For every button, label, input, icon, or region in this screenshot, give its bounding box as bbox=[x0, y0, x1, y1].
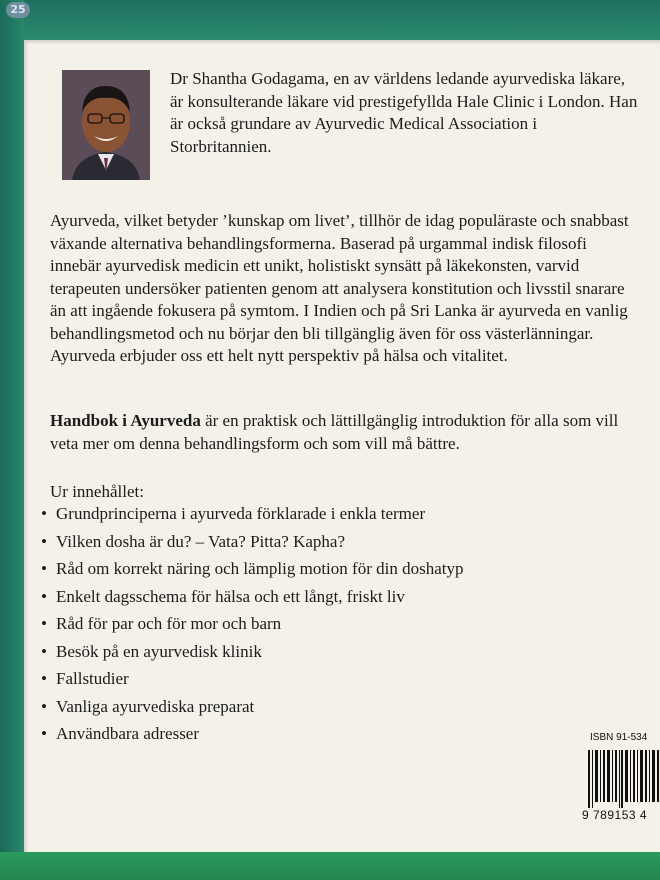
list-item bbox=[32, 693, 463, 721]
bullet-icon: • bbox=[41, 614, 47, 633]
handbook-paragraph bbox=[50, 410, 640, 455]
cover-background-top bbox=[0, 0, 660, 40]
list-item bbox=[32, 720, 463, 748]
list-item-text: Råd om korrekt näring och lämplig motion för din doshatyp bbox=[56, 559, 464, 578]
isbn-label: ISBN 91-534 bbox=[590, 732, 648, 743]
list-item bbox=[32, 610, 463, 638]
bullet-icon: • bbox=[41, 504, 47, 523]
handbook-description: är en praktisk och lättillgänglig introduktion för alla som vill veta mer om denna behandlingsform och som vill må bättre. bbox=[50, 411, 619, 453]
list-item bbox=[32, 638, 463, 666]
corner-number-badge: 25 bbox=[6, 2, 30, 18]
cover-background-bottom bbox=[0, 852, 660, 880]
handbook-title: Handbok i Ayurveda bbox=[50, 411, 201, 430]
bullet-icon: • bbox=[41, 724, 47, 743]
author-portrait-icon bbox=[62, 70, 150, 180]
list-item-text: Grundprinciperna i ayurveda förklarade i enkla termer bbox=[56, 504, 426, 523]
bullet-icon: • bbox=[41, 696, 47, 716]
bullet-icon: • bbox=[41, 559, 47, 578]
author-portrait bbox=[62, 70, 150, 180]
cover-background-left bbox=[0, 0, 24, 880]
barcode-icon bbox=[588, 750, 660, 808]
barcode-digits: 9 789153 4 bbox=[582, 808, 648, 822]
list-item bbox=[32, 555, 463, 583]
list-item-text: Besök på en ayurvedisk klinik bbox=[56, 641, 262, 661]
contents-heading: Ur innehållet: bbox=[50, 482, 144, 501]
list-item-text: Vanliga ayurvediska preparat bbox=[56, 696, 255, 716]
list-item-text: Vilken dosha är du? – Vata? Pitta? Kapha? bbox=[56, 531, 345, 551]
bullet-icon: • bbox=[41, 531, 47, 551]
list-item bbox=[32, 583, 463, 611]
bullet-icon: • bbox=[41, 586, 47, 606]
barcode-area bbox=[580, 728, 660, 828]
list-item bbox=[32, 665, 463, 693]
list-item bbox=[32, 500, 463, 528]
list-item-text: Användbara adresser bbox=[56, 724, 200, 743]
contents-list bbox=[32, 500, 463, 748]
bullet-icon: • bbox=[41, 669, 47, 688]
list-item-text: Råd för par och för mor och barn bbox=[56, 614, 282, 633]
bullet-icon: • bbox=[41, 641, 47, 661]
list-item-text: Fallstudier bbox=[56, 669, 129, 688]
author-bio: Dr Shantha Godagama, en av världens ledande ayurvediska läkare, är konsulterande läkare vid prestigefyllda Hale Clinic i London. Han är också grundare av Ayurvedic Medical Association i Storbritannien. bbox=[170, 69, 638, 156]
intro-paragraph: Ayurveda, vilket betyder ’kunskap om livet’, tillhör de idag populäraste och snabbast växande alternativa behandlingsformerna. Baserad på urgammal indisk filosofi innebär ayurvedisk medicin ett unikt, holistiskt synsätt på läkekonsten, varvid terapeuten undersöker patienten genom att analysera konstitution och livsstil snarare än att ingående fokusera på symtom. I Indien och på Sri Lanka är ayurveda en vanlig behandlingsmetod och nu börjar den bli tillgänglig även för oss västerlänningar. Ayurveda erbjuder oss ett helt nytt perspektiv på hälsa och vitalitet. bbox=[50, 211, 629, 365]
list-item bbox=[32, 528, 463, 556]
list-item-text: Enkelt dagsschema för hälsa och ett långt, friskt liv bbox=[56, 586, 405, 606]
